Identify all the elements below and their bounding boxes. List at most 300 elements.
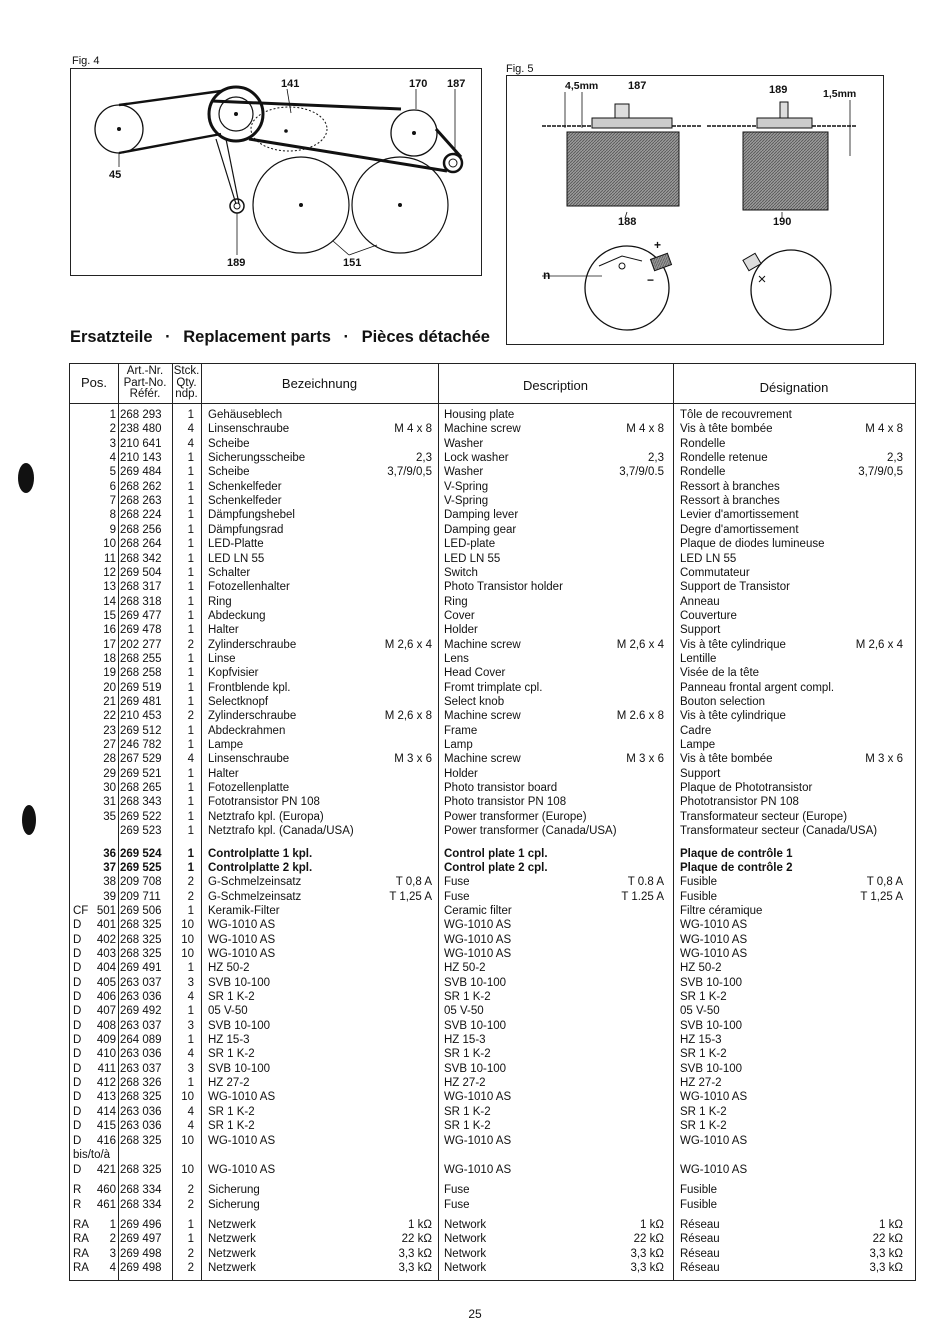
- cell-bez: LED-Platte: [208, 538, 264, 551]
- cell-art: 263 036: [120, 991, 162, 1003]
- cell-des: HZ 50-2: [444, 962, 486, 975]
- cell-bez: Gehäuseblech: [208, 409, 283, 421]
- cell-pos: 415: [96, 1120, 116, 1133]
- cell-qty: 1: [187, 595, 194, 608]
- cell-dsg: HZ 15-3: [680, 1034, 722, 1047]
- cell-dess: M 4 x 8: [626, 423, 664, 436]
- cell-bez: Kopfvisier: [208, 667, 259, 680]
- cell-art: 263 036: [120, 1105, 162, 1118]
- cell-pos: 8: [109, 509, 116, 522]
- cell-pfx: D: [73, 947, 82, 960]
- cell-bez: Netzwerk: [208, 1261, 256, 1274]
- parts-table: [69, 363, 916, 1281]
- cell-pos: 20: [103, 681, 116, 694]
- cell-dsg: Phototransistor PN 108: [680, 796, 799, 809]
- header-qty: [172, 366, 201, 401]
- cell-pos: 7: [109, 495, 116, 508]
- fig5-callout-190: 190: [773, 216, 792, 228]
- cell-bez: Netzwerk: [208, 1233, 256, 1246]
- cell-art: 268 325: [120, 1163, 162, 1176]
- cell-art: 269 523: [120, 825, 162, 838]
- cell-art: 269 477: [120, 609, 162, 622]
- cell-bez: Netzwerk: [208, 1218, 256, 1231]
- cell-art: 268 343: [120, 796, 162, 809]
- cell-art: 264 089: [120, 1034, 162, 1047]
- cell-pos: 401: [96, 919, 116, 932]
- cell-qty: 1: [187, 624, 194, 637]
- cell-pfx: D: [73, 1062, 82, 1075]
- cell-qty: 1: [187, 667, 194, 680]
- cell-des: SR 1 K-2: [444, 1048, 491, 1061]
- cell-des: HZ 27-2: [444, 1077, 486, 1090]
- cell-pfx: bis/to/à: [73, 1148, 111, 1161]
- cell-pos: 6: [109, 480, 116, 493]
- cell-dsg: Plaque de diodes lumineuse: [680, 538, 825, 551]
- cell-dsg: Cadre: [680, 724, 712, 737]
- fig4-callout-45: 45: [109, 169, 122, 181]
- cell-dsg: SR 1 K-2: [680, 1105, 727, 1118]
- cell-pfx: D: [73, 1019, 82, 1032]
- cell-pos: 4: [109, 1261, 116, 1274]
- cell-dsg: Rondelle: [680, 466, 726, 479]
- cell-art: 268 224: [120, 509, 162, 522]
- cell-qty: 1: [187, 1077, 194, 1090]
- cell-art: 269 491: [120, 962, 162, 975]
- cell-bez: Sicherungsscheibe: [208, 452, 306, 465]
- cell-pos: 402: [96, 933, 116, 946]
- cell-pfx: RA: [73, 1247, 89, 1260]
- cell-des: Select knob: [444, 696, 505, 708]
- cell-art: 268 265: [120, 782, 162, 795]
- cell-qty: 1: [187, 1034, 194, 1047]
- cell-qty: 1: [187, 681, 194, 694]
- cell-dsg: Transformateur secteur (Canada/USA): [680, 825, 878, 838]
- cell-dsg: Tôle de recouvrement: [680, 409, 792, 421]
- cell-bezs: T 0,8 A: [395, 876, 432, 889]
- cell-bezs: T 1,25 A: [389, 890, 432, 903]
- cell-bez: Sicherung: [208, 1198, 260, 1211]
- cell-qty: 1: [187, 466, 194, 479]
- header-description: Description: [522, 378, 589, 393]
- cell-dsgs: 3,3 kΩ: [869, 1261, 903, 1274]
- cell-qty: 4: [187, 991, 194, 1003]
- cell-des: Holder: [444, 767, 478, 780]
- cell-pos: 409: [96, 1034, 116, 1047]
- cell-dsg: Réseau: [680, 1261, 720, 1274]
- cell-des: Lens: [444, 652, 469, 665]
- cell-des: WG-1010 AS: [444, 947, 512, 960]
- cell-dsg: Couverture: [680, 609, 737, 622]
- cell-dsg: WG-1010 AS: [680, 919, 748, 932]
- column-divider: [118, 364, 119, 1280]
- cell-qty: 10: [181, 919, 194, 932]
- cell-qty: 3: [187, 976, 194, 989]
- cell-bez: Zylinderschraube: [208, 638, 297, 651]
- cell-bezs: 22 kΩ: [401, 1233, 432, 1246]
- cell-qty: 10: [181, 1091, 194, 1104]
- cell-des: Ceramic filter: [444, 904, 512, 917]
- cell-bez: Scheibe: [208, 437, 250, 450]
- cell-dsg: Levier d'amortissement: [680, 509, 799, 522]
- cell-dsg: Anneau: [680, 595, 720, 608]
- cell-qty: 1: [187, 581, 194, 594]
- cell-pos: 15: [103, 609, 116, 622]
- cell-pos: 404: [96, 962, 116, 975]
- heading-separator: ·: [343, 328, 349, 346]
- cell-dsg: Plaque de Phototransistor: [680, 782, 813, 795]
- cell-qty: 1: [187, 566, 194, 579]
- cell-bez: Fotozellenhalter: [208, 581, 290, 594]
- cell-bez: Controlplatte 1 kpl.: [208, 847, 313, 860]
- cell-art: 210 143: [120, 452, 162, 465]
- cell-des: SR 1 K-2: [444, 1120, 491, 1133]
- cell-qty: 1: [187, 825, 194, 838]
- cell-bez: Fototransistor PN 108: [208, 796, 320, 809]
- cell-bez: Linsenschraube: [208, 423, 290, 436]
- cell-des: V-Spring: [444, 480, 489, 493]
- fig5-plus-sign: +: [654, 238, 662, 252]
- fig5-gap-right: 1,5mm: [823, 88, 857, 100]
- cell-art: 269 525: [120, 861, 162, 874]
- fig4-callout-141: 141: [281, 78, 300, 90]
- cell-pfx: D: [73, 976, 82, 989]
- cell-dsg: Rondelle: [680, 437, 726, 450]
- cell-dsgs: T 1,25 A: [860, 890, 903, 903]
- column-divider: [201, 364, 202, 1280]
- fig4-drawing: [70, 68, 482, 276]
- cell-qty: 4: [187, 1105, 194, 1118]
- fig5-drawing: [506, 75, 884, 345]
- cell-dess: M 2.6 x 8: [616, 710, 664, 723]
- cell-bezs: M 2,6 x 8: [384, 710, 432, 723]
- cell-des: Fuse: [444, 876, 470, 889]
- cell-bez: Netztrafo kpl. (Europa): [208, 810, 324, 823]
- cell-pos: 27: [103, 739, 116, 752]
- cell-bez: Schenkelfeder: [208, 480, 282, 493]
- cell-dsg: Réseau: [680, 1218, 720, 1231]
- cell-des: Lamp: [444, 739, 473, 752]
- fig5-label: Fig. 5: [506, 63, 534, 75]
- cell-qty: 1: [187, 810, 194, 823]
- cell-dsg: SVB 10-100: [680, 976, 743, 989]
- cell-art: 268 342: [120, 552, 162, 565]
- cell-dsg: Fusible: [680, 1198, 718, 1211]
- cell-des: WG-1010 AS: [444, 1091, 512, 1104]
- cell-art: 263 037: [120, 1019, 162, 1032]
- cell-bezs: 3,3 kΩ: [398, 1261, 432, 1274]
- cell-dess: 2,3: [648, 452, 664, 465]
- cell-bez: LED LN 55: [208, 552, 265, 565]
- header-qty-fr: ndp.: [175, 388, 198, 400]
- cell-pos: 13: [103, 581, 116, 594]
- cell-dsg: Vis à tête cylindrique: [680, 710, 786, 723]
- cell-pfx: D: [73, 1005, 82, 1018]
- cell-art: 269 522: [120, 810, 162, 823]
- cell-bez: WG-1010 AS: [208, 919, 276, 932]
- header-art-de: Art.-Nr.: [126, 365, 164, 377]
- cell-des: Machine screw: [444, 710, 521, 723]
- cell-pfx: D: [73, 1120, 82, 1133]
- fig4-callout-170: 170: [409, 78, 428, 90]
- header-art-nr: [118, 366, 172, 401]
- cell-des: WG-1010 AS: [444, 1163, 512, 1176]
- cell-bez: Halter: [208, 767, 239, 780]
- cell-dess: T 0.8 A: [627, 876, 664, 889]
- cell-dsg: Degre d'amortissement: [680, 523, 799, 536]
- cell-bez: HZ 27-2: [208, 1077, 250, 1090]
- cell-pos: 11: [104, 552, 116, 565]
- cell-qty: 1: [187, 409, 194, 421]
- cell-des: Machine screw: [444, 638, 521, 651]
- cell-des: Machine screw: [444, 753, 521, 766]
- cell-des: Photo transistor board: [444, 782, 558, 795]
- cell-bez: G-Schmelzeinsatz: [208, 890, 302, 903]
- cell-qty: 2: [187, 1198, 194, 1211]
- cell-pos: 3: [109, 437, 116, 450]
- cell-art: 268 325: [120, 933, 162, 946]
- cell-qty: 10: [181, 947, 194, 960]
- cell-dsg: HZ 27-2: [680, 1077, 722, 1090]
- cell-pos: 9: [109, 523, 116, 536]
- cell-pos: 17: [103, 638, 116, 651]
- cell-pos: 18: [103, 652, 116, 665]
- cell-bez: Schenkelfeder: [208, 495, 282, 508]
- cell-des: Control plate 2 cpl.: [444, 861, 548, 874]
- cell-dsg: WG-1010 AS: [680, 1163, 748, 1176]
- cell-pos: 10: [103, 538, 116, 551]
- column-divider: [673, 364, 674, 1280]
- punch-hole-mark: [18, 463, 34, 493]
- cell-qty: 2: [187, 710, 194, 723]
- cell-des: SR 1 K-2: [444, 1105, 491, 1118]
- cell-pos: 36: [103, 847, 116, 860]
- cell-des: Photo Transistor holder: [444, 581, 563, 594]
- cell-bez: SVB 10-100: [208, 976, 271, 989]
- punch-hole-mark: [22, 805, 36, 835]
- cell-des: HZ 15-3: [444, 1034, 486, 1047]
- cell-pfx: D: [73, 1163, 82, 1176]
- cell-qty: 2: [187, 876, 194, 889]
- cell-dsgs: 3,3 kΩ: [869, 1247, 903, 1260]
- cell-qty: 10: [181, 933, 194, 946]
- cell-dess: 3,3 kΩ: [630, 1247, 664, 1260]
- cell-bez: 05 V-50: [208, 1005, 248, 1018]
- cell-pos: 4: [109, 452, 116, 465]
- cell-qty: 10: [181, 1163, 194, 1176]
- cell-bez: Lampe: [208, 739, 244, 752]
- cell-qty: 1: [187, 538, 194, 551]
- cell-des: Power transformer (Canada/USA): [444, 825, 617, 838]
- heading-de: Ersatzteile: [70, 328, 153, 346]
- cell-dsg: WG-1010 AS: [680, 1091, 748, 1104]
- cell-des: Cover: [444, 609, 475, 622]
- cell-art: 268 326: [120, 1077, 162, 1090]
- cell-dess: 3,3 kΩ: [630, 1261, 664, 1274]
- cell-pos: 416: [96, 1134, 116, 1147]
- cell-bez: Netztrafo kpl. (Canada/USA): [208, 825, 354, 838]
- cell-dess: 1 kΩ: [640, 1218, 664, 1231]
- cell-pfx: RA: [73, 1233, 89, 1246]
- fig5-gap-left: 4,5mm: [565, 80, 599, 92]
- cell-dsg: Bouton selection: [680, 696, 766, 708]
- cell-art: 210 453: [120, 710, 162, 723]
- cell-art: 269 504: [120, 566, 162, 579]
- cell-bez: SR 1 K-2: [208, 1120, 255, 1133]
- cell-dsg: Vis à tête cylindrique: [680, 638, 786, 651]
- cell-dsg: Rondelle retenue: [680, 452, 768, 465]
- cell-art: 263 037: [120, 1062, 162, 1075]
- cell-art: 269 512: [120, 724, 162, 737]
- cell-art: 269 478: [120, 624, 162, 637]
- cell-dsgs: M 2,6 x 4: [855, 638, 903, 651]
- cell-bez: Sicherung: [208, 1184, 260, 1197]
- cell-qty: 4: [187, 1048, 194, 1061]
- cell-dsg: Réseau: [680, 1247, 720, 1260]
- cell-dess: 3,7/9/0.5: [619, 466, 664, 479]
- fig4-callout-151: 151: [343, 257, 362, 269]
- cell-pos: 406: [96, 991, 116, 1003]
- cell-des: WG-1010 AS: [444, 919, 512, 932]
- cell-dsg: Lampe: [680, 739, 716, 752]
- cell-art: 268 334: [120, 1198, 162, 1211]
- cell-pos: 3: [109, 1247, 116, 1260]
- cell-art: 269 524: [120, 847, 162, 860]
- cell-dsg: Commutateur: [680, 566, 750, 579]
- heading-fr: Pièces détachée: [361, 328, 490, 346]
- cell-bez: Scheibe: [208, 466, 250, 479]
- fig4-label: Fig. 4: [72, 55, 100, 67]
- header-pos: Pos.: [80, 375, 107, 390]
- cell-bez: Frontblende kpl.: [208, 681, 291, 694]
- cell-pos: 31: [103, 796, 116, 809]
- cell-qty: 1: [187, 767, 194, 780]
- heading-separator: ·: [165, 328, 171, 346]
- cell-dsgs: M 3 x 6: [865, 753, 903, 766]
- cell-des: Damping gear: [444, 523, 517, 536]
- cell-bez: Halter: [208, 624, 239, 637]
- cell-qty: 10: [181, 1134, 194, 1147]
- cell-art: 268 325: [120, 1134, 162, 1147]
- cell-dsg: WG-1010 AS: [680, 947, 748, 960]
- cell-bez: Netzwerk: [208, 1247, 256, 1260]
- cell-pos: 12: [103, 566, 116, 579]
- cell-art: 269 519: [120, 681, 162, 694]
- cell-dsg: Ressort à branches: [680, 495, 780, 508]
- cell-art: 246 782: [120, 739, 162, 752]
- cell-bezs: M 4 x 8: [394, 423, 432, 436]
- cell-dsg: Vis à tête bombée: [680, 423, 773, 436]
- cell-pfx: D: [73, 919, 82, 932]
- cell-art: 268 317: [120, 581, 162, 594]
- cell-bez: SVB 10-100: [208, 1019, 271, 1032]
- cell-art: 268 256: [120, 523, 162, 536]
- cell-bez: Linse: [208, 652, 236, 665]
- cell-dsg: Fusible: [680, 876, 718, 889]
- cell-pos: 2: [109, 1233, 116, 1246]
- cell-bez: Fotozellenplatte: [208, 782, 290, 795]
- cell-qty: 1: [187, 861, 194, 874]
- cell-dsgs: 22 kΩ: [872, 1233, 903, 1246]
- cell-dess: M 2,6 x 4: [616, 638, 664, 651]
- cell-art: 263 037: [120, 976, 162, 989]
- cell-dsg: Filtre céramique: [680, 904, 763, 917]
- fig5-callout-188: 188: [618, 216, 637, 228]
- cell-bez: Dämpfungshebel: [208, 509, 295, 522]
- cell-dsg: Visée de la tête: [680, 667, 760, 680]
- cell-pfx: D: [73, 1091, 82, 1104]
- section-heading: [70, 328, 490, 347]
- cell-des: Damping lever: [444, 509, 519, 522]
- cell-bez: Dämpfungsrad: [208, 523, 284, 536]
- cell-bez: Abdeckung: [208, 609, 266, 622]
- cell-pfx: D: [73, 1105, 82, 1118]
- cell-qty: 1: [187, 696, 194, 708]
- cell-art: 209 711: [120, 890, 161, 903]
- cell-qty: 1: [187, 652, 194, 665]
- cell-art: 269 498: [120, 1247, 162, 1260]
- cell-pos: 21: [103, 696, 116, 708]
- cell-qty: 1: [187, 782, 194, 795]
- cell-pos: 39: [103, 890, 116, 903]
- cell-art: 268 262: [120, 480, 162, 493]
- cell-bez: Controlplatte 2 kpl.: [208, 861, 313, 874]
- cell-art: 268 325: [120, 1091, 162, 1104]
- cell-bez: HZ 50-2: [208, 962, 250, 975]
- cell-art: 268 263: [120, 495, 162, 508]
- cell-pos: 22: [103, 710, 116, 723]
- cell-dsg: Plaque de contrôle 2: [680, 861, 793, 874]
- cell-dsgs: 3,7/9/0,5: [858, 466, 903, 479]
- cell-art: 268 255: [120, 652, 162, 665]
- cell-dsg: 05 V-50: [680, 1005, 720, 1018]
- cell-dsg: HZ 50-2: [680, 962, 722, 975]
- cell-pos: 28: [103, 753, 116, 766]
- cell-art: 209 708: [120, 876, 162, 889]
- cell-qty: 1: [187, 962, 194, 975]
- cell-des: Network: [444, 1247, 487, 1260]
- cell-art: 268 293: [120, 409, 162, 421]
- cell-bez: WG-1010 AS: [208, 1134, 276, 1147]
- cell-bez: WG-1010 AS: [208, 933, 276, 946]
- cell-qty: 1: [187, 1005, 194, 1018]
- cell-qty: 1: [187, 739, 194, 752]
- cell-bezs: 3,7/9/0,5: [387, 466, 432, 479]
- cell-qty: 2: [187, 1247, 194, 1260]
- cell-bez: Abdeckrahmen: [208, 724, 286, 737]
- cell-bez: Zylinderschraube: [208, 710, 297, 723]
- cell-pos: 38: [103, 876, 116, 889]
- cell-des: LED LN 55: [444, 552, 501, 565]
- cell-art: 269 481: [120, 696, 162, 708]
- cell-pos: 30: [103, 782, 116, 795]
- cell-des: Holder: [444, 624, 478, 637]
- cell-pos: 412: [96, 1077, 116, 1090]
- cell-qty: 1: [187, 509, 194, 522]
- cell-des: Network: [444, 1218, 487, 1231]
- cell-dess: T 1.25 A: [621, 890, 664, 903]
- cell-qty: 1: [187, 796, 194, 809]
- cell-des: Control plate 1 cpl.: [444, 847, 548, 860]
- cell-pos: 501: [96, 904, 116, 917]
- cell-pos: 37: [103, 861, 116, 874]
- cell-pfx: D: [73, 1134, 82, 1147]
- cell-dsg: SR 1 K-2: [680, 1120, 727, 1133]
- cell-qty: 3: [187, 1019, 194, 1032]
- cell-dsg: Plaque de contrôle 1: [680, 847, 793, 860]
- cell-bez: WG-1010 AS: [208, 947, 276, 960]
- cell-bez: SVB 10-100: [208, 1062, 271, 1075]
- cell-dsg: Réseau: [680, 1233, 720, 1246]
